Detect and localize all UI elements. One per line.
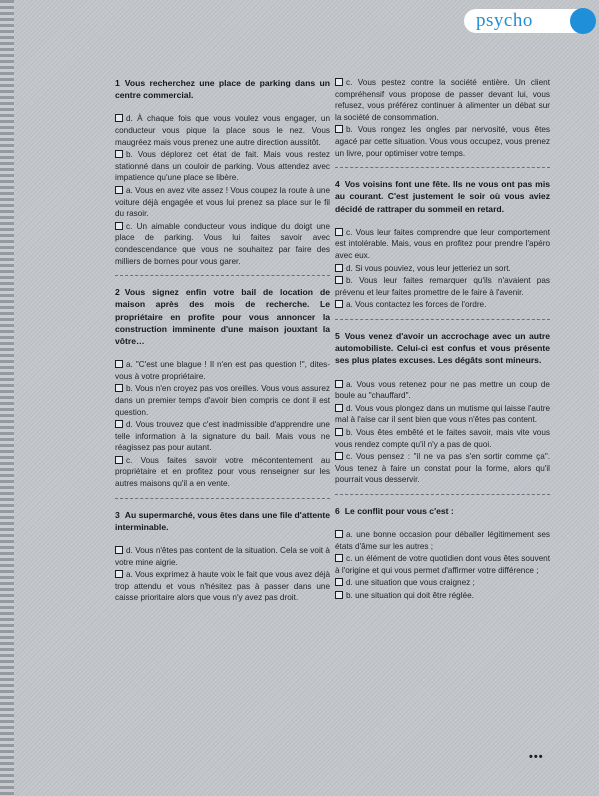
checkbox-icon[interactable] (335, 78, 343, 86)
answer-option[interactable] (335, 379, 550, 402)
answer-option[interactable] (335, 275, 550, 298)
checkbox-icon[interactable] (115, 456, 123, 464)
checkbox-icon[interactable] (335, 228, 343, 236)
question-text: Vos voisins font une fête. Ils ne vous ont pas mis au courant. C'est justement le soir où vous aviez décidé de rattraper du sommeil en retard. (335, 179, 550, 214)
quiz-question (335, 330, 550, 486)
checkbox-icon[interactable] (115, 360, 123, 368)
answer-option[interactable] (335, 529, 550, 552)
checkbox-icon[interactable] (335, 276, 343, 284)
dashed-divider (115, 275, 330, 276)
checkbox-icon[interactable] (115, 150, 123, 158)
question-number: 1 (115, 78, 120, 88)
answer-option-text: d. Vous trouvez que c'est inadmissible d'apprendre une telle information à la signature du bail. Mais vous ne réagissez pas pour autant. (115, 420, 330, 453)
checkbox-icon[interactable] (335, 300, 343, 308)
continuation-marker: ••• (529, 751, 544, 763)
checkbox-icon[interactable] (335, 404, 343, 412)
answer-option-text: d. À chaque fois que vous voulez vous engager, un conducteur vous pique la place sous le nez. Vous maugréez mais vous prenez une autre direction aussitôt. (115, 114, 330, 147)
checkbox-icon[interactable] (335, 264, 343, 272)
question-text: Le conflit pour vous c'est : (344, 505, 454, 516)
checkbox-icon[interactable] (115, 222, 123, 230)
answer-option[interactable] (335, 299, 550, 311)
quiz-question (335, 178, 550, 311)
answer-option-text: d. Si vous pouviez, vous leur jetteriez un sort. (346, 263, 511, 273)
answer-option[interactable] (335, 590, 550, 602)
question-text: Vous recherchez une place de parking dans un centre commercial. (115, 78, 330, 101)
dashed-divider (335, 319, 550, 320)
dashed-divider (335, 494, 550, 495)
answer-option[interactable] (335, 263, 550, 275)
answer-option-text: d. une situation que vous craignez ; (346, 578, 475, 588)
checkbox-icon[interactable] (335, 428, 343, 436)
answer-option[interactable] (335, 227, 550, 262)
answer-option-text: c. Vous faites savoir votre mécontentement au propriétaire et en profitez pour vous renseigner sur les autres maisons qu'il a en vente. (115, 455, 330, 489)
question-title (115, 509, 330, 533)
answer-option[interactable] (335, 403, 550, 426)
question-text: Au supermarché, vous êtes dans une file d'attente interminable. (115, 509, 330, 532)
answer-option[interactable] (115, 419, 330, 454)
checkbox-icon[interactable] (335, 125, 343, 133)
answer-option-text: c. un élément de votre quotidien dont vous êtes souvent à l'origine et qui vous permet d'affirmer votre différence ; (335, 554, 550, 575)
right-column (335, 77, 550, 608)
answer-option-text: c. Vous pestez contre la société entière. Un client compréhensif vous propose de passer devant lui, vous refusez, vous préférez continuer à alimenter un débat sur la société de consommation. (335, 78, 550, 122)
checkbox-icon[interactable] (335, 591, 343, 599)
checkbox-icon[interactable] (115, 186, 123, 194)
checkbox-icon[interactable] (335, 530, 343, 538)
answer-option-text: d. Vous vous plongez dans un mutisme qui laisse l'autre mal à l'aise car il sent bien que vous n'êtes pas content. (335, 403, 550, 425)
section-tag (464, 9, 584, 33)
answer-option[interactable] (335, 553, 550, 576)
answer-option-text: d. Vous n'êtes pas content de la situation. Cela se voit à votre mine aigrie. (115, 546, 330, 567)
answer-option-text: c. Un aimable conducteur vous indique du doigt une place de parking. Vous lui faites savoir avec condescendance que vous ne souhaitez par faire des milliers de bornes pour vous garer. (115, 221, 330, 266)
checkbox-icon[interactable] (335, 554, 343, 562)
answer-option[interactable] (335, 451, 550, 486)
quiz-question (115, 286, 330, 490)
answer-option[interactable] (335, 427, 550, 450)
section-tag-label: psycho (476, 10, 533, 31)
answer-option[interactable] (115, 185, 330, 220)
checkbox-icon[interactable] (115, 420, 123, 428)
question-title (115, 77, 330, 101)
answer-option[interactable] (115, 149, 330, 184)
quiz-question (115, 509, 330, 604)
answer-option[interactable] (115, 455, 330, 490)
section-tag-dot (570, 8, 596, 34)
question-number: 2 (115, 287, 120, 298)
answer-option-text: a. Vous contactez les forces de l'ordre. (346, 300, 487, 310)
question-text: Vous signez enfin votre bail de location de maison après des mois de recherche. Le propriétaire en profite pour vous annoncer la construction imminente d'une maison jouxtant la vôtre… (115, 287, 330, 346)
question-number: 3 (115, 509, 120, 520)
answer-option-text: b. Vous déplorez cet état de fait. Mais vous restez stationné dans un couloir de parking. Vous attendez avec impatience qu'une place se libère. (115, 150, 330, 183)
question-title (115, 286, 330, 347)
question-title (335, 330, 550, 367)
checkbox-icon[interactable] (115, 546, 123, 554)
answer-option[interactable] (115, 359, 330, 382)
quiz-question (335, 505, 550, 602)
question-number: 6 (335, 505, 340, 516)
question-title (335, 178, 550, 215)
answer-option-text: b. Vous rongez les ongles par nervosité, vous êtes agacé par cette situation. Vous vous occupez, vous prenez un livre, pour optimiser votre temps. (335, 125, 550, 158)
answer-option-text: a. une bonne occasion pour déballer légitimement ses états d'âme sur les autres ; (335, 530, 550, 551)
spiral-binding (0, 0, 14, 796)
answer-option-text: a. Vous exprimez à haute voix le fait que vous avez déjà trop attendu et vous n'hésitez pas à passer dans une caisse prioritaire alors que vous n'y avez pas droit. (115, 570, 330, 603)
answer-option[interactable] (335, 77, 550, 123)
answer-option[interactable] (335, 577, 550, 589)
answer-option[interactable] (115, 569, 330, 604)
checkbox-icon[interactable] (115, 384, 123, 392)
answer-option-text: b. Vous leur faites remarquer qu'ils n'avaient pas prévenu et leur faites promettre de le faire à l'avenir. (335, 276, 550, 297)
dashed-divider (335, 167, 550, 168)
answer-option-text: c. Vous pensez : "il ne va pas s'en sortir comme ça". Vous tenez à faire un constat pour la forme, alors qu'il pourrait vous desservir. (335, 452, 550, 485)
quiz-question (115, 77, 330, 267)
question-text: Vous venez d'avoir un accrochage avec un autre automobiliste. Celui-ci est confus et vous présente ses plus plates excuses. Les dégâts sont mineurs. (335, 330, 550, 366)
question-number: 4 (335, 179, 340, 190)
answer-option-text: a. Vous en avez vite assez ! Vous coupez la route à une voiture déjà engagée et vous lui prenez sa place sur le fil du rasoir. (115, 185, 330, 219)
checkbox-icon[interactable] (115, 570, 123, 578)
left-column (115, 77, 330, 610)
answer-option[interactable] (115, 113, 330, 148)
answer-option-text: a. Vous vous retenez pour ne pas mettre un coup de boule au "chauffard". (335, 379, 550, 401)
answer-option-text: b. Vous êtes embêté et le faites savoir, mais vite vous vous rendez compte qu'il n'y a pas de quoi. (335, 427, 550, 449)
answer-option-text: c. Vous leur faites comprendre que leur comportement est intolérable. Mais, vous en profitez pour prendre l'apéro avec eux. (335, 227, 550, 260)
checkbox-icon[interactable] (335, 380, 343, 388)
checkbox-icon[interactable] (335, 578, 343, 586)
answer-option[interactable] (335, 124, 550, 159)
answer-option[interactable] (115, 383, 330, 418)
answer-option[interactable] (115, 545, 330, 568)
checkbox-icon[interactable] (335, 452, 343, 460)
answer-option-text: a. "C'est une blague ! Il n'en est pas question !", dites-vous à votre propriétaire. (115, 360, 330, 381)
quiz-question (335, 77, 550, 159)
checkbox-icon[interactable] (115, 114, 123, 122)
answer-option-text: b. Vous n'en croyez pas vos oreilles. Vous vous assurez dans un premier temps d'avoir bien compris ce dont il est question. (115, 384, 330, 417)
answer-option[interactable] (115, 221, 330, 267)
answer-option-text: b. une situation qui doit être réglée. (346, 591, 474, 601)
dashed-divider (115, 498, 330, 499)
question-title (335, 505, 550, 517)
question-number: 5 (335, 330, 340, 341)
